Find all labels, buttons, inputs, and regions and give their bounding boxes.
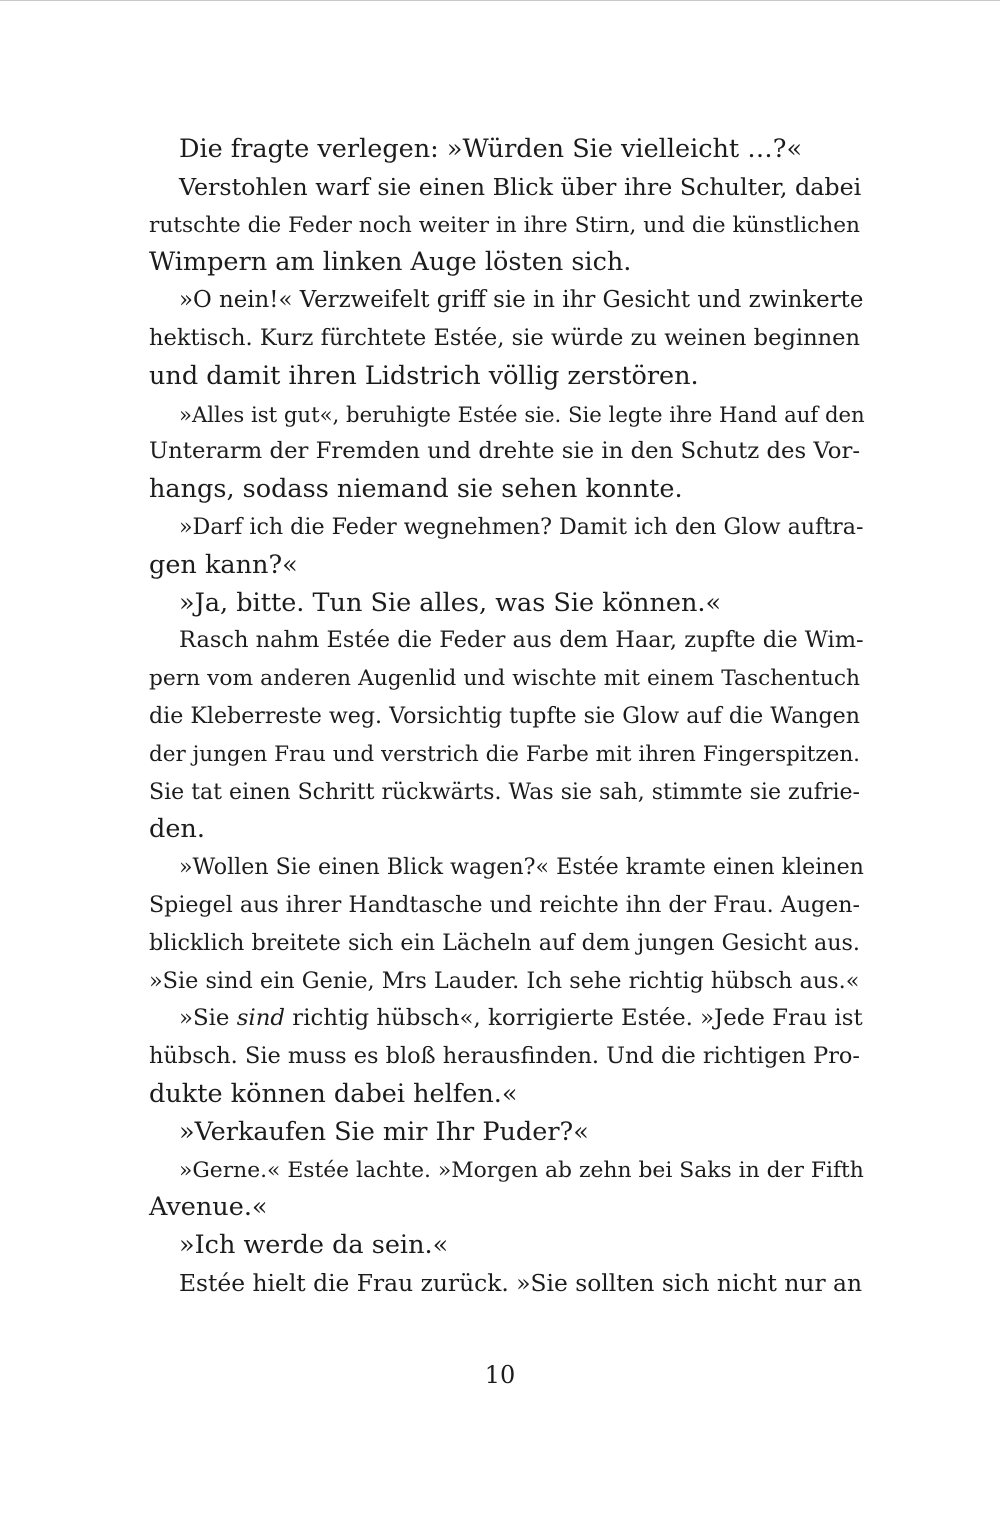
body-text [149,131,865,1303]
text-line: hübsch. Sie muss es bloß herausfinden. Und die richtigen Pro- [149,1043,860,1070]
emphasis-text: sind [236,1005,286,1032]
text-line: Sie tat einen Schritt rückwärts. Was sie sah, stimmte sie zufrie- [149,779,860,805]
text-line: gen kann?« [149,549,298,580]
text-line: Spiegel aus ihrer Handtasche und reichte ihn der Frau. Augen- [149,891,860,918]
text-line: Avenue.« [149,1192,268,1223]
text-line: rutschte die Feder noch weiter in ihre Stirn, und die künstlichen [149,212,860,238]
text-line: »Ich werde da sein.« [179,1230,449,1261]
text-line: »Darf ich die Feder wegnehmen? Damit ich den Glow auftra- [179,513,864,540]
text-line: blicklich breitete sich ein Lächeln auf dem jungen Gesicht aus. [149,929,860,956]
text-segment: »Sie [179,1005,237,1032]
text-line: »Verkaufen Sie mir Ihr Puder?« [179,1116,589,1147]
text-line: Wimpern am linken Auge lösten sich. [149,247,632,278]
text-line: und damit ihren Lidstrich völlig zerstören. [149,360,699,391]
text-line: »Sie sind ein Genie, Mrs Lauder. Ich sehe richtig hübsch aus.« [149,967,860,994]
text-line: hektisch. Kurz fürchtete Estée, sie würde zu weinen beginnen [149,324,860,351]
text-line: pern vom anderen Augenlid und wischte mit einem Taschentuch [149,666,860,692]
page-number: 10 [484,1361,516,1389]
text-line: Die fragte verlegen: »Würden Sie vielleicht …?« [179,134,803,164]
text-line: dukte können dabei helfen.« [149,1078,518,1109]
text-line: »Gerne.« Estée lachte. »Morgen ab zehn bei Saks in der Fifth [179,1157,864,1183]
text-line: Rasch nahm Estée die Feder aus dem Haar, zupfte die Wim- [179,627,864,654]
text-line: Unterarm der Fremden und drehte sie in den Schutz des Vor- [149,438,860,465]
text-line: die Kleberreste weg. Vorsichtig tupfte sie Glow auf die Wangen [149,702,860,729]
text-line [149,1000,863,1038]
text-line: Estée hielt die Frau zurück. »Sie sollten sich nicht nur an [179,1268,863,1297]
text-line: Verstohlen warf sie einen Blick über ihre Schulter, dabei [179,172,862,201]
text-line: »Ja, bitte. Tun Sie alles, was Sie können.« [179,587,722,618]
text-line: »O nein!« Verzweifelt griff sie in ihr Gesicht und zwinkerte [179,287,864,314]
text-line: hangs, sodass niemand sie sehen konnte. [149,474,683,505]
text-line: »Wollen Sie einen Blick wagen?« Estée kramte einen kleinen [179,854,864,881]
text-line: »Alles ist gut«, beruhigte Estée sie. Sie legte ihre Hand auf den [179,401,865,427]
text-line: den. [149,814,205,845]
text-segment: richtig hübsch«, korrigierte Estée. »Jede Frau ist [285,1005,863,1032]
text-line: der jungen Frau und verstrich die Farbe mit ihren Fingerspitzen. [149,741,860,767]
